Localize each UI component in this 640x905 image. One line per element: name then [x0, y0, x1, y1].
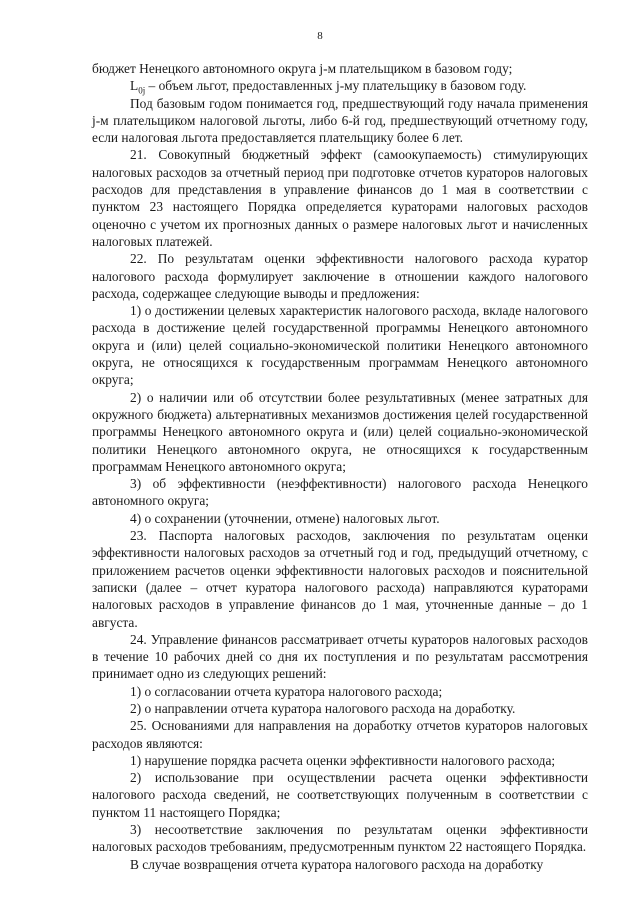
- page-number: 8: [317, 30, 323, 42]
- paragraph-8: 4) о сохранении (уточнении, отмене) налоговых льгот.: [130, 510, 440, 526]
- variable-symbol: L: [130, 78, 139, 94]
- variable-subscript: 0j: [138, 85, 146, 96]
- document-body: [92, 60, 588, 873]
- paragraph-9: 23. Паспорта налоговых расходов, заключения по результатам оценки эффективности налоговых расходов за отчетный год и год, предыдущий отчетному, с приложением расчетов оценки эффективности налоговых расходов и пояснительной записки (далее – отчет куратора налогового расхода) направляются кураторами налоговых расходов в управление финансов до 1 мая, уточненные данные – до 1 августа.: [92, 528, 588, 630]
- paragraph-14: 1) нарушение порядка расчета оценки эффективности налогового расхода;: [130, 752, 556, 768]
- paragraph-1-formula-note: [92, 77, 588, 94]
- paragraph-6: 2) о наличии или об отсутствии более результативных (менее затратных для окружного бюджета) альтернативных механизмов достижения целей государственной программы Ненецкого автономного округа и (или) целей социально-экономической политики Ненецкого автономного округа, не относящихся к государственным программам Ненецкого автономного округа;: [92, 389, 588, 474]
- paragraph-2: Под базовым годом понимается год, предшествующий году начала применения j-м плательщиком налоговой льготы, либо 6-й год, предшествующий отчетному году, если налоговая льгота предоставляется плательщику более 6 лет.: [92, 95, 588, 146]
- paragraph-5: 1) о достижении целевых характеристик налогового расхода, вкладе налогового расхода в достижение целей государственной программы Ненецкого автономного округа и (или) целей социально-экономической политики Ненецкого автономного округа, не относящихся к государственным программам Ненецкого автономного округа;: [92, 303, 588, 388]
- paragraph-13: 25. Основаниями для направления на доработку отчетов кураторов налоговых расходов являются:: [92, 718, 588, 751]
- paragraph-15: 2) использование при осуществлении расчета оценки эффективности налогового расхода сведений, не соответствующих полученным в соответствии с пунктом 11 настоящего Порядка;: [92, 770, 588, 820]
- variable-description: – объем льгот, предоставленных j-му плательщику в базовом году.: [145, 78, 527, 94]
- paragraph-16: 3) несоответствие заключения по результатам оценки эффективности налоговых расходов требованиям, предусмотренным пунктом 22 настоящего Порядка.: [92, 822, 588, 855]
- paragraph-10: 24. Управление финансов рассматривает отчеты кураторов налоговых расходов в течение 10 рабочих дней со дня их поступления и по результатам рассмотрения принимает одно из следующих решений:: [92, 631, 588, 682]
- paragraph-11: 1) о согласовании отчета куратора налогового расхода;: [130, 683, 443, 699]
- paragraph-3: 21. Совокупный бюджетный эффект (самоокупаемость) стимулирующих налоговых расходов за отчетный период при подготовке отчетов кураторов налоговых расходов для представления в управление финансов до 1 мая в соответствии с пунктом 23 настоящего Порядка определяется кураторами налоговых расходов оценочно с учетом их прогнозных данных о размере налоговых льгот и начисленных налоговых платежей.: [92, 147, 588, 249]
- paragraph-7: 3) об эффективности (неэффективности) налогового расхода Ненецкого автономного округа;: [92, 476, 588, 509]
- paragraph-12: 2) о направлении отчета куратора налогового расхода на доработку.: [130, 700, 516, 716]
- paragraph-4: 22. По результатам оценки эффективности налогового расхода куратор налогового расхода формулирует заключение в отношении каждого налогового расхода, содержащее следующие выводы и предложения:: [92, 251, 588, 301]
- paragraph-17: В случае возвращения отчета куратора налогового расхода на доработку: [130, 856, 544, 872]
- paragraph-0: бюджет Ненецкого автономного округа j-м плательщиком в базовом году;: [92, 61, 513, 76]
